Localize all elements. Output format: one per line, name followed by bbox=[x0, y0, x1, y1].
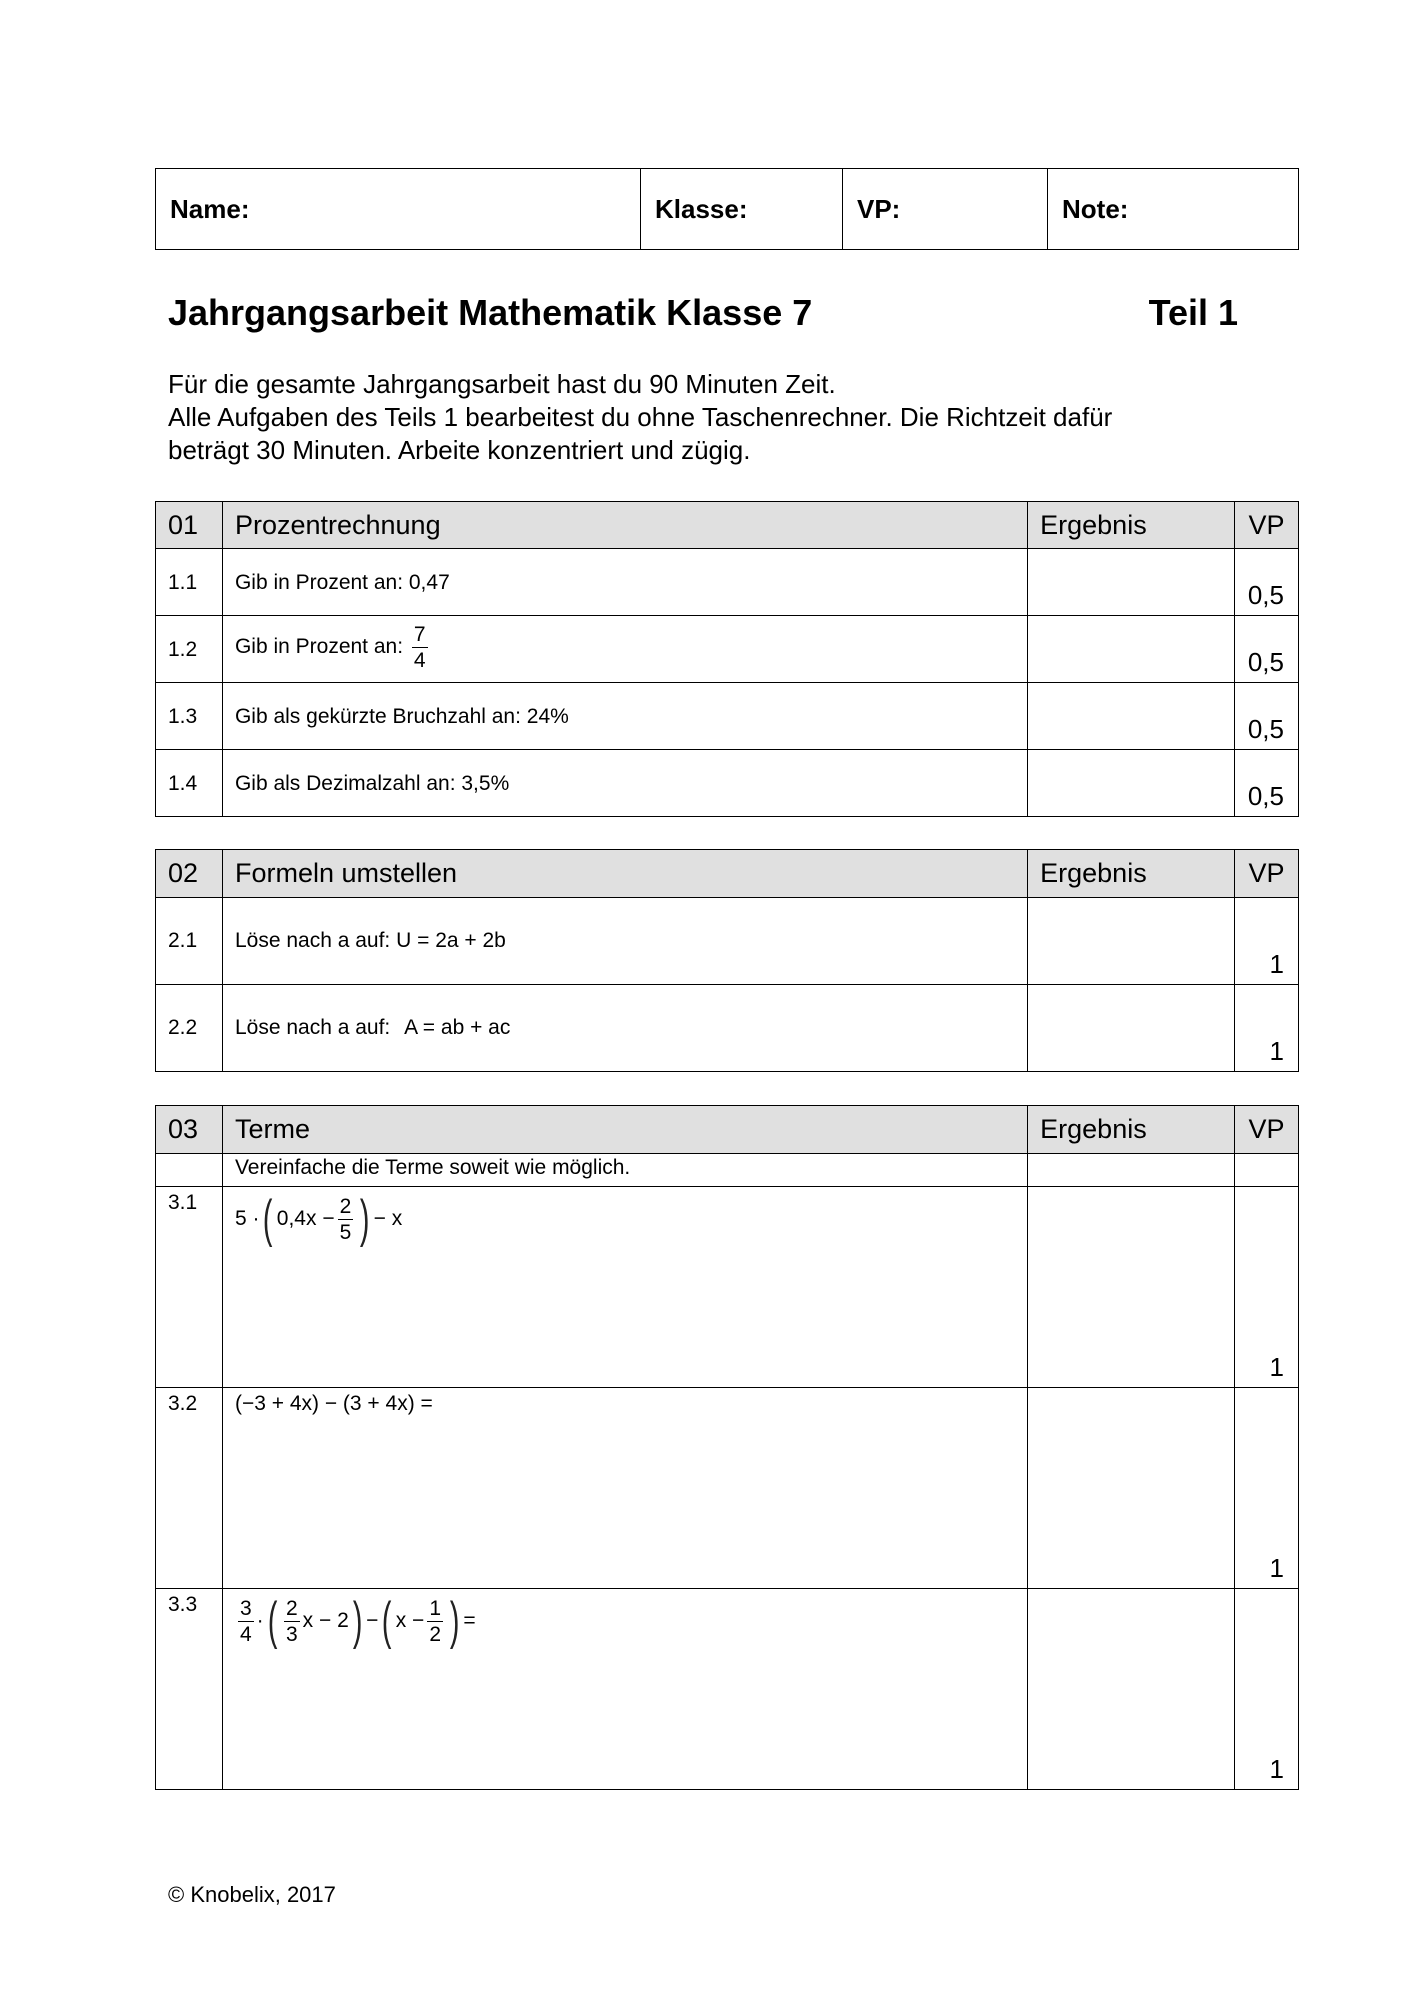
fraction bbox=[412, 624, 428, 671]
class-field[interactable] bbox=[641, 169, 843, 250]
intro-line: Alle Aufgaben des Teils 1 bearbeitest du ohne Taschenrechner. Die Richtzeit dafür bbox=[168, 402, 1113, 432]
formula: U = 2a + 2b bbox=[396, 929, 506, 952]
formula-part: − bbox=[366, 1608, 379, 1632]
name-label: Name: bbox=[170, 193, 250, 224]
paren-open: ( bbox=[263, 1190, 273, 1248]
question-text: Löse nach a auf: bbox=[234, 929, 391, 952]
item-number: 2.2 bbox=[156, 985, 223, 1072]
table-row bbox=[156, 985, 1299, 1072]
item-question bbox=[222, 985, 1027, 1072]
item-points: 1 bbox=[1235, 985, 1299, 1072]
paren-close: ) bbox=[360, 1190, 370, 1248]
intro-text bbox=[168, 368, 1288, 467]
vp-header: VP bbox=[1235, 850, 1299, 898]
item-points: 0,5 bbox=[1235, 683, 1299, 750]
table-row bbox=[156, 549, 1299, 616]
task-number: 03 bbox=[156, 1106, 223, 1154]
item-number: 3.3 bbox=[156, 1589, 223, 1790]
term-formula: (−3 + 4x) − (3 + 4x) = bbox=[234, 1392, 433, 1415]
instruction-text: Vereinfache die Terme soweit wie möglich. bbox=[222, 1154, 1027, 1187]
vp-field[interactable] bbox=[843, 169, 1048, 250]
intro-line: beträgt 30 Minuten. Arbeite konzentriert und zügig. bbox=[168, 435, 751, 465]
formula-part: = bbox=[463, 1608, 476, 1632]
empty-cell bbox=[1235, 1154, 1299, 1187]
fraction-numerator: 2 bbox=[285, 1596, 298, 1620]
term-formula bbox=[234, 1190, 403, 1248]
task-number: 01 bbox=[156, 502, 223, 549]
result-cell[interactable] bbox=[1028, 549, 1235, 616]
task-table-terms bbox=[155, 1105, 1299, 1790]
item-points: 0,5 bbox=[1235, 750, 1299, 817]
formula-part: 0,4x − bbox=[276, 1206, 335, 1230]
item-question bbox=[222, 898, 1027, 985]
formula-part: x − bbox=[395, 1608, 425, 1632]
task-number: 02 bbox=[156, 850, 223, 898]
result-cell[interactable] bbox=[1028, 616, 1235, 683]
fraction-denominator: 4 bbox=[413, 649, 426, 672]
fraction-numerator: 2 bbox=[339, 1194, 352, 1218]
item-question bbox=[222, 1589, 1027, 1790]
item-number: 1.2 bbox=[156, 616, 223, 683]
item-question bbox=[222, 1388, 1027, 1589]
result-cell[interactable] bbox=[1028, 985, 1235, 1072]
task-table-percent bbox=[155, 501, 1299, 817]
item-points: 0,5 bbox=[1235, 549, 1299, 616]
paren-close: ) bbox=[449, 1592, 460, 1650]
formula-part: 5 · bbox=[234, 1206, 260, 1230]
formula: A = ab + ac bbox=[404, 1016, 511, 1039]
result-cell[interactable] bbox=[1028, 1187, 1235, 1388]
fraction-denominator: 3 bbox=[285, 1622, 298, 1646]
result-cell[interactable] bbox=[1028, 898, 1235, 985]
fraction-numerator: 1 bbox=[429, 1596, 441, 1620]
table-row bbox=[156, 1187, 1299, 1388]
result-header: Ergebnis bbox=[1028, 1106, 1235, 1154]
page-title: Jahrgangsarbeit Mathematik Klasse 7 bbox=[168, 292, 813, 333]
table-row bbox=[156, 616, 1299, 683]
part-label: Teil 1 bbox=[1148, 292, 1238, 333]
table-row bbox=[156, 898, 1299, 985]
item-number: 1.1 bbox=[156, 549, 223, 616]
result-cell[interactable] bbox=[1028, 1589, 1235, 1790]
fraction-denominator: 2 bbox=[429, 1622, 441, 1646]
fraction-denominator: 5 bbox=[339, 1220, 352, 1244]
table-row bbox=[156, 1388, 1299, 1589]
fraction bbox=[284, 1598, 300, 1645]
fraction-numerator: 7 bbox=[413, 623, 426, 646]
grade-label: Note: bbox=[1062, 193, 1129, 224]
task-topic: Terme bbox=[222, 1106, 1027, 1154]
intro-line: Für die gesamte Jahrgangsarbeit hast du 90 Minuten Zeit. bbox=[168, 369, 836, 399]
student-info-table bbox=[155, 168, 1299, 250]
instruction-row bbox=[156, 1154, 1299, 1187]
item-points: 0,5 bbox=[1235, 616, 1299, 683]
item-points: 1 bbox=[1235, 898, 1299, 985]
task-table-formulas bbox=[155, 849, 1299, 1072]
fraction bbox=[427, 1598, 443, 1645]
paren-close: ) bbox=[352, 1592, 363, 1650]
fraction bbox=[338, 1196, 354, 1243]
result-header: Ergebnis bbox=[1028, 850, 1235, 898]
item-question: Gib als gekürzte Bruchzahl an: 24% bbox=[222, 683, 1027, 750]
task-topic: Formeln umstellen bbox=[222, 850, 1027, 898]
result-cell[interactable] bbox=[1028, 683, 1235, 750]
item-question bbox=[222, 1187, 1027, 1388]
task-header-row bbox=[156, 850, 1299, 898]
result-cell[interactable] bbox=[1028, 1388, 1235, 1589]
task-header-row bbox=[156, 502, 1299, 549]
fraction-denominator: 4 bbox=[239, 1622, 252, 1646]
table-row bbox=[156, 1589, 1299, 1790]
paren-open: ( bbox=[382, 1592, 392, 1650]
question-text: Gib in Prozent an: bbox=[234, 635, 404, 659]
vp-label: VP: bbox=[857, 193, 901, 224]
result-header: Ergebnis bbox=[1028, 502, 1235, 549]
item-number: 2.1 bbox=[156, 898, 223, 985]
fraction-numerator: 3 bbox=[239, 1596, 252, 1620]
copyright-footer: © Knobelix, 2017 bbox=[168, 1882, 336, 1907]
item-number: 1.4 bbox=[156, 750, 223, 817]
item-number: 1.3 bbox=[156, 683, 223, 750]
item-number: 3.2 bbox=[156, 1388, 223, 1589]
empty-cell bbox=[156, 1154, 223, 1187]
item-points: 1 bbox=[1235, 1388, 1299, 1589]
table-row bbox=[156, 750, 1299, 817]
formula-part: − x bbox=[373, 1206, 403, 1230]
paren-open: ( bbox=[267, 1592, 278, 1650]
fraction bbox=[238, 1598, 254, 1645]
vp-header: VP bbox=[1235, 502, 1299, 549]
term-formula bbox=[235, 1592, 476, 1650]
formula-part: · bbox=[256, 1608, 264, 1632]
formula-part: x − 2 bbox=[302, 1608, 349, 1632]
task-topic: Prozentrechnung bbox=[222, 502, 1027, 549]
question-text: Löse nach a auf: bbox=[234, 1016, 391, 1039]
task-header-row bbox=[156, 1106, 1299, 1154]
item-points: 1 bbox=[1235, 1187, 1299, 1388]
result-cell[interactable] bbox=[1028, 750, 1235, 817]
item-question: Gib in Prozent an: 0,47 bbox=[222, 549, 1027, 616]
grade-field[interactable] bbox=[1048, 169, 1299, 250]
vp-header: VP bbox=[1235, 1106, 1299, 1154]
title-row bbox=[168, 292, 1238, 332]
table-row bbox=[156, 683, 1299, 750]
item-question bbox=[222, 616, 1027, 683]
item-number: 3.1 bbox=[156, 1187, 223, 1388]
item-question: Gib als Dezimalzahl an: 3,5% bbox=[222, 750, 1027, 817]
empty-cell bbox=[1028, 1154, 1235, 1187]
item-points: 1 bbox=[1235, 1589, 1299, 1790]
class-label: Klasse: bbox=[655, 193, 748, 224]
name-field[interactable] bbox=[156, 169, 641, 250]
